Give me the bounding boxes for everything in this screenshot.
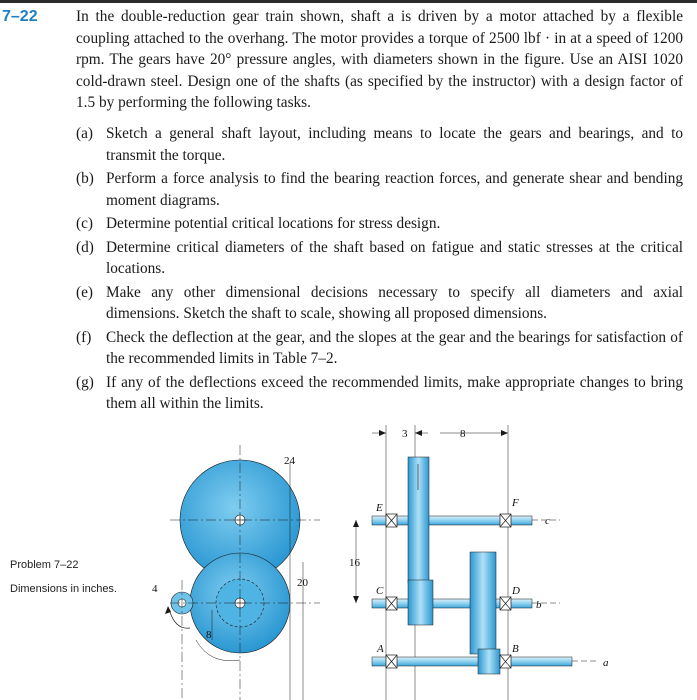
label-B: B (512, 643, 519, 655)
gear-20-side (470, 552, 496, 654)
bearing-A (386, 655, 397, 668)
task-text: Make any other dimensional decisions necessary to specify all diameters and axial dimensions. Sketch the shaft to scale, showing all proposed dimensions. (106, 283, 683, 322)
task-label: (d) (76, 238, 94, 256)
gear-8-side (408, 580, 433, 625)
task-label: (g) (76, 373, 94, 391)
caption-units: Dimensions in inches. (10, 583, 117, 595)
task-text: If any of the deflections exceed the recommended limits, make appropriate changes to bring them all within the limits. (106, 373, 683, 412)
label-D: D (512, 585, 520, 597)
task-text: Sketch a general shaft layout, including means to locate the gears and bearings, and to transmit the torque. (106, 125, 683, 164)
label-F: F (512, 497, 519, 509)
bearing-D (500, 597, 511, 610)
dim-4: 4 (152, 583, 158, 595)
task-label: (b) (76, 170, 94, 187)
task-label: (f) (76, 328, 92, 346)
label-shaft-b: b (536, 599, 542, 611)
rotation-arrow (170, 612, 190, 628)
shaft-a (372, 657, 572, 666)
task-text: Perform a force analysis to find the bearing reaction forces, and generate shear and bending moment diagrams. (106, 170, 683, 209)
dim-8: 8 (206, 629, 212, 641)
caption-title: Problem 7–22 (10, 559, 79, 571)
bearing-C (386, 597, 397, 610)
bearing-B (500, 655, 511, 668)
task-text: Check the deflection at the gear, and the slopes at the gear and the bearings for satisfaction of the recommended limits in Table 7–2. (106, 328, 683, 367)
label-shaft-c: c (545, 515, 550, 527)
task-label: (e) (76, 283, 93, 301)
dim-20: 20 (297, 577, 308, 589)
label-A: A (377, 643, 384, 655)
bearing-E (386, 514, 397, 527)
pinion-side (478, 649, 500, 674)
label-C: C (376, 585, 384, 597)
task-label: (a) (76, 125, 93, 142)
bearing-F (500, 514, 511, 527)
dim-3: 3 (402, 428, 408, 440)
task-text: Determine potential critical locations for stress design. (106, 215, 441, 232)
problem-number: 7–22 (2, 8, 38, 25)
task-label: (c) (76, 215, 93, 232)
task-text: Determine critical diameters of the shaft based on fatigue and static stresses at the critical locations. (106, 238, 683, 277)
gear-24-side (408, 457, 429, 583)
dim-16: 16 (349, 557, 360, 569)
dim-24: 24 (284, 455, 295, 467)
label-shaft-a: a (603, 657, 609, 669)
dim-8-horiz: 8 (460, 428, 466, 440)
label-E: E (376, 502, 383, 514)
problem-statement: In the double-reduction gear train shown, shaft a is driven by a motor attached by a flexible coupling attached to the overhang. The motor provides a torque of 2500 lbf · in at a speed of 1200 rpm. The gears have 20° pressure angles, with diameters shown in the figure. Use an AISI 1020 cold-drawn steel. Design one of the shafts (as specified by the instructor) with a design factor of 1.5 by performing the following tasks. (76, 8, 683, 111)
